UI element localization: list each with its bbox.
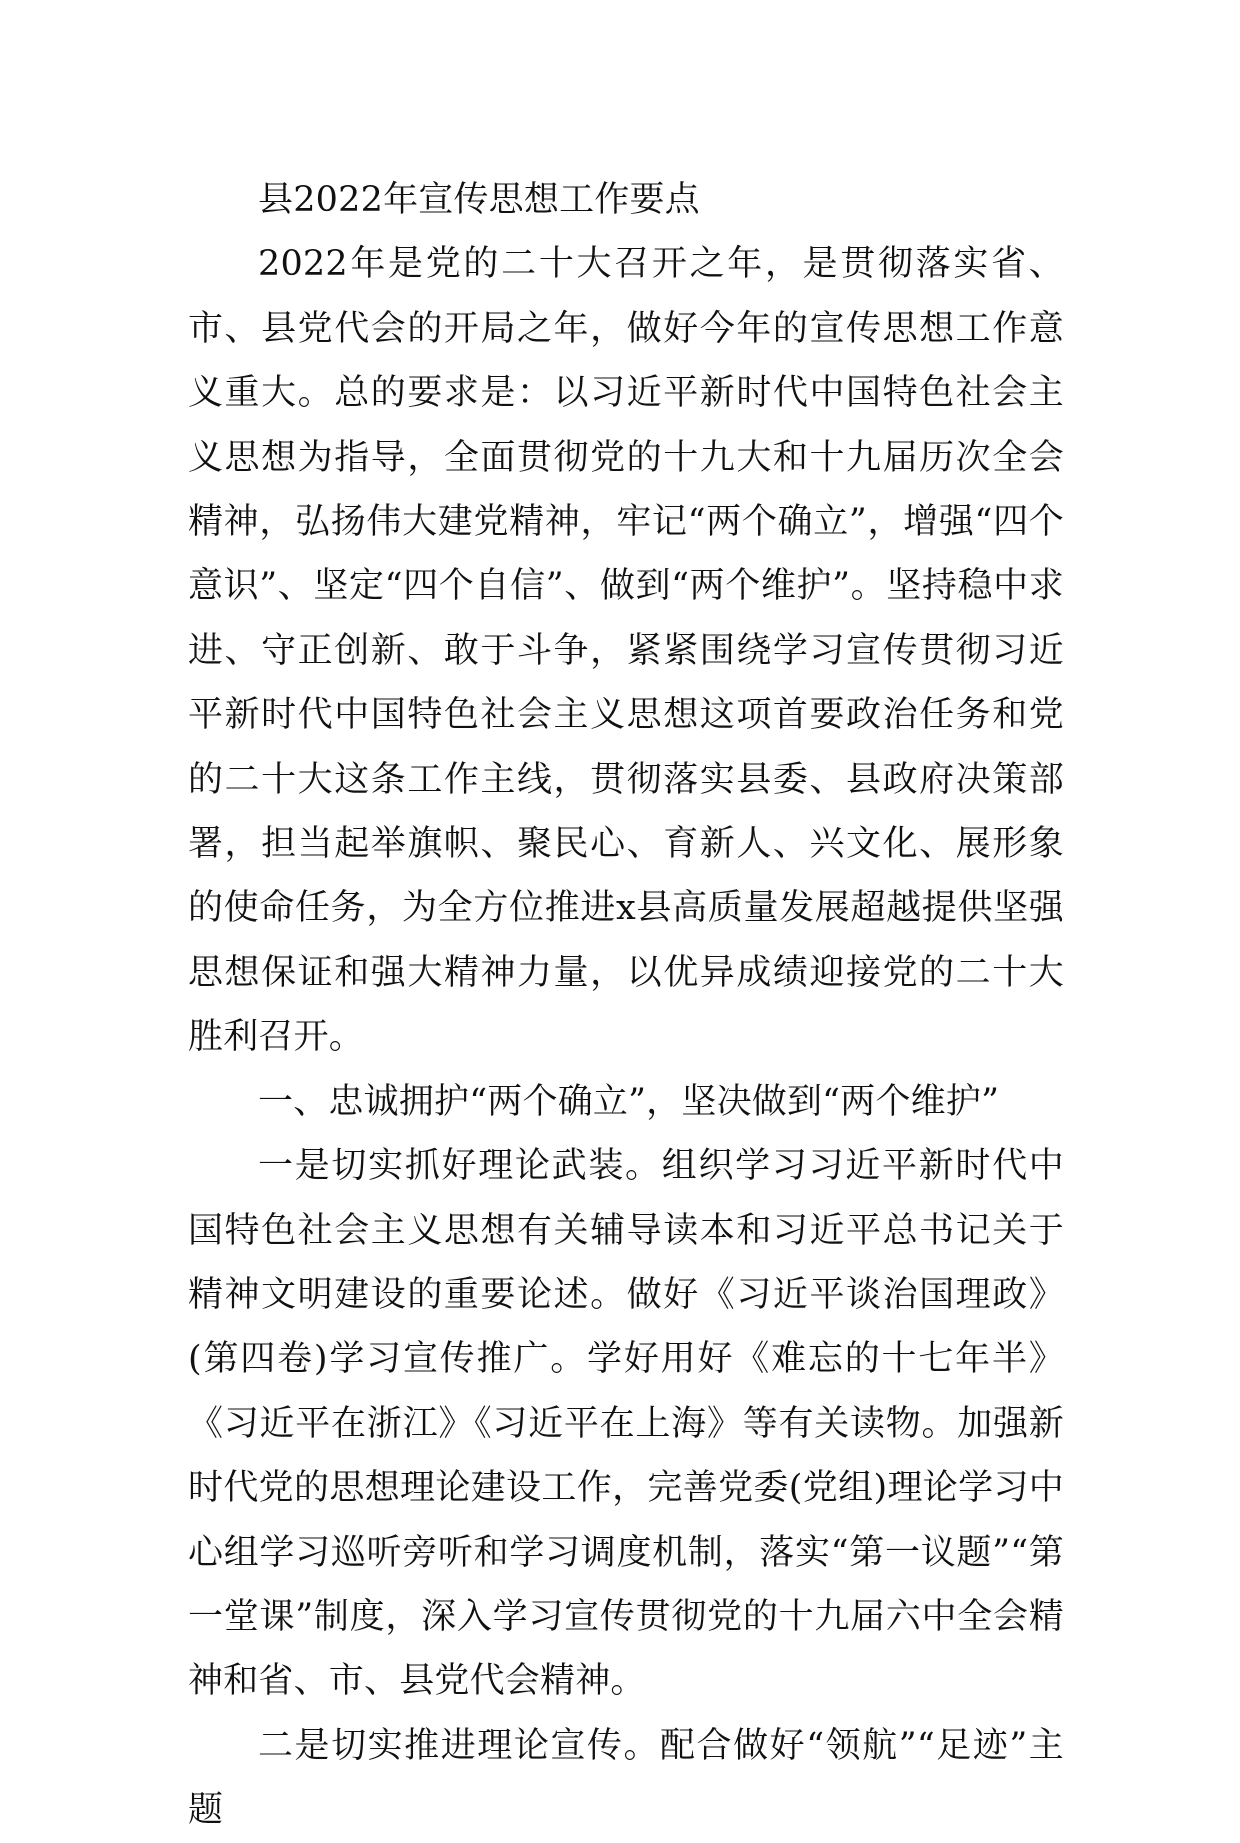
section-heading: 一、忠诚拥护“两个确立”，坚决做到“两个维护” (258, 1081, 1000, 1122)
intro-paragraph: 2022年是党的二十大召开之年，是贯彻落实省、市、县党代会的开局之年，做好今年的宣传思想工作意义重大。总的要求是：以习近平新时代中国特色社会主义思想为指导，全面贯彻党的十九大和十九届历次全会精神，弘扬伟大建党精神，牢记“两个确立”，增强“四个意识”、坚定“四个自信”、做到“两个维护”。坚持稳中求进、守正创新、敢于斗争，紧紧围绕学习宣传贯彻习近平新时代中国特色社会主义思想这项首要政治任务和党的二十大这条工作主线，贯彻落实县委、县政府决策部署，担当起举旗帜、聚民心、育新人、兴文化、展形象的使命任务，为全方位推进x县高质量发展超越提供坚强思想保证和强大精神力量，以优异成绩迎接党的二十大胜利召开。 (188, 244, 1064, 1058)
body-paragraph: 二是切实推进理论宣传。配合做好“领航”“足迹”主题 (188, 1725, 1064, 1831)
document-body (188, 168, 1064, 1843)
body-paragraph: 一是切实抓好理论武装。组织学习习近平新时代中国特色社会主义思想有关辅导读本和习近平总书记关于精神文明建设的重要论述。做好《习近平谈治国理政》(第四卷)学习宣传推广。学好用好《难忘的十七年半》《习近平在浙江》《习近平在上海》等有关读物。加强新时代党的思想理论建设工作，完善党委(党组)理论学习中心组学习巡听旁听和学习调度机制，落实“第一议题”“第一堂课”制度，深入学习宣传贯彻党的十九届六中全会精神和省、市、县党代会精神。 (188, 1146, 1064, 1702)
document-title: 县2022年宣传思想工作要点 (258, 180, 700, 220)
